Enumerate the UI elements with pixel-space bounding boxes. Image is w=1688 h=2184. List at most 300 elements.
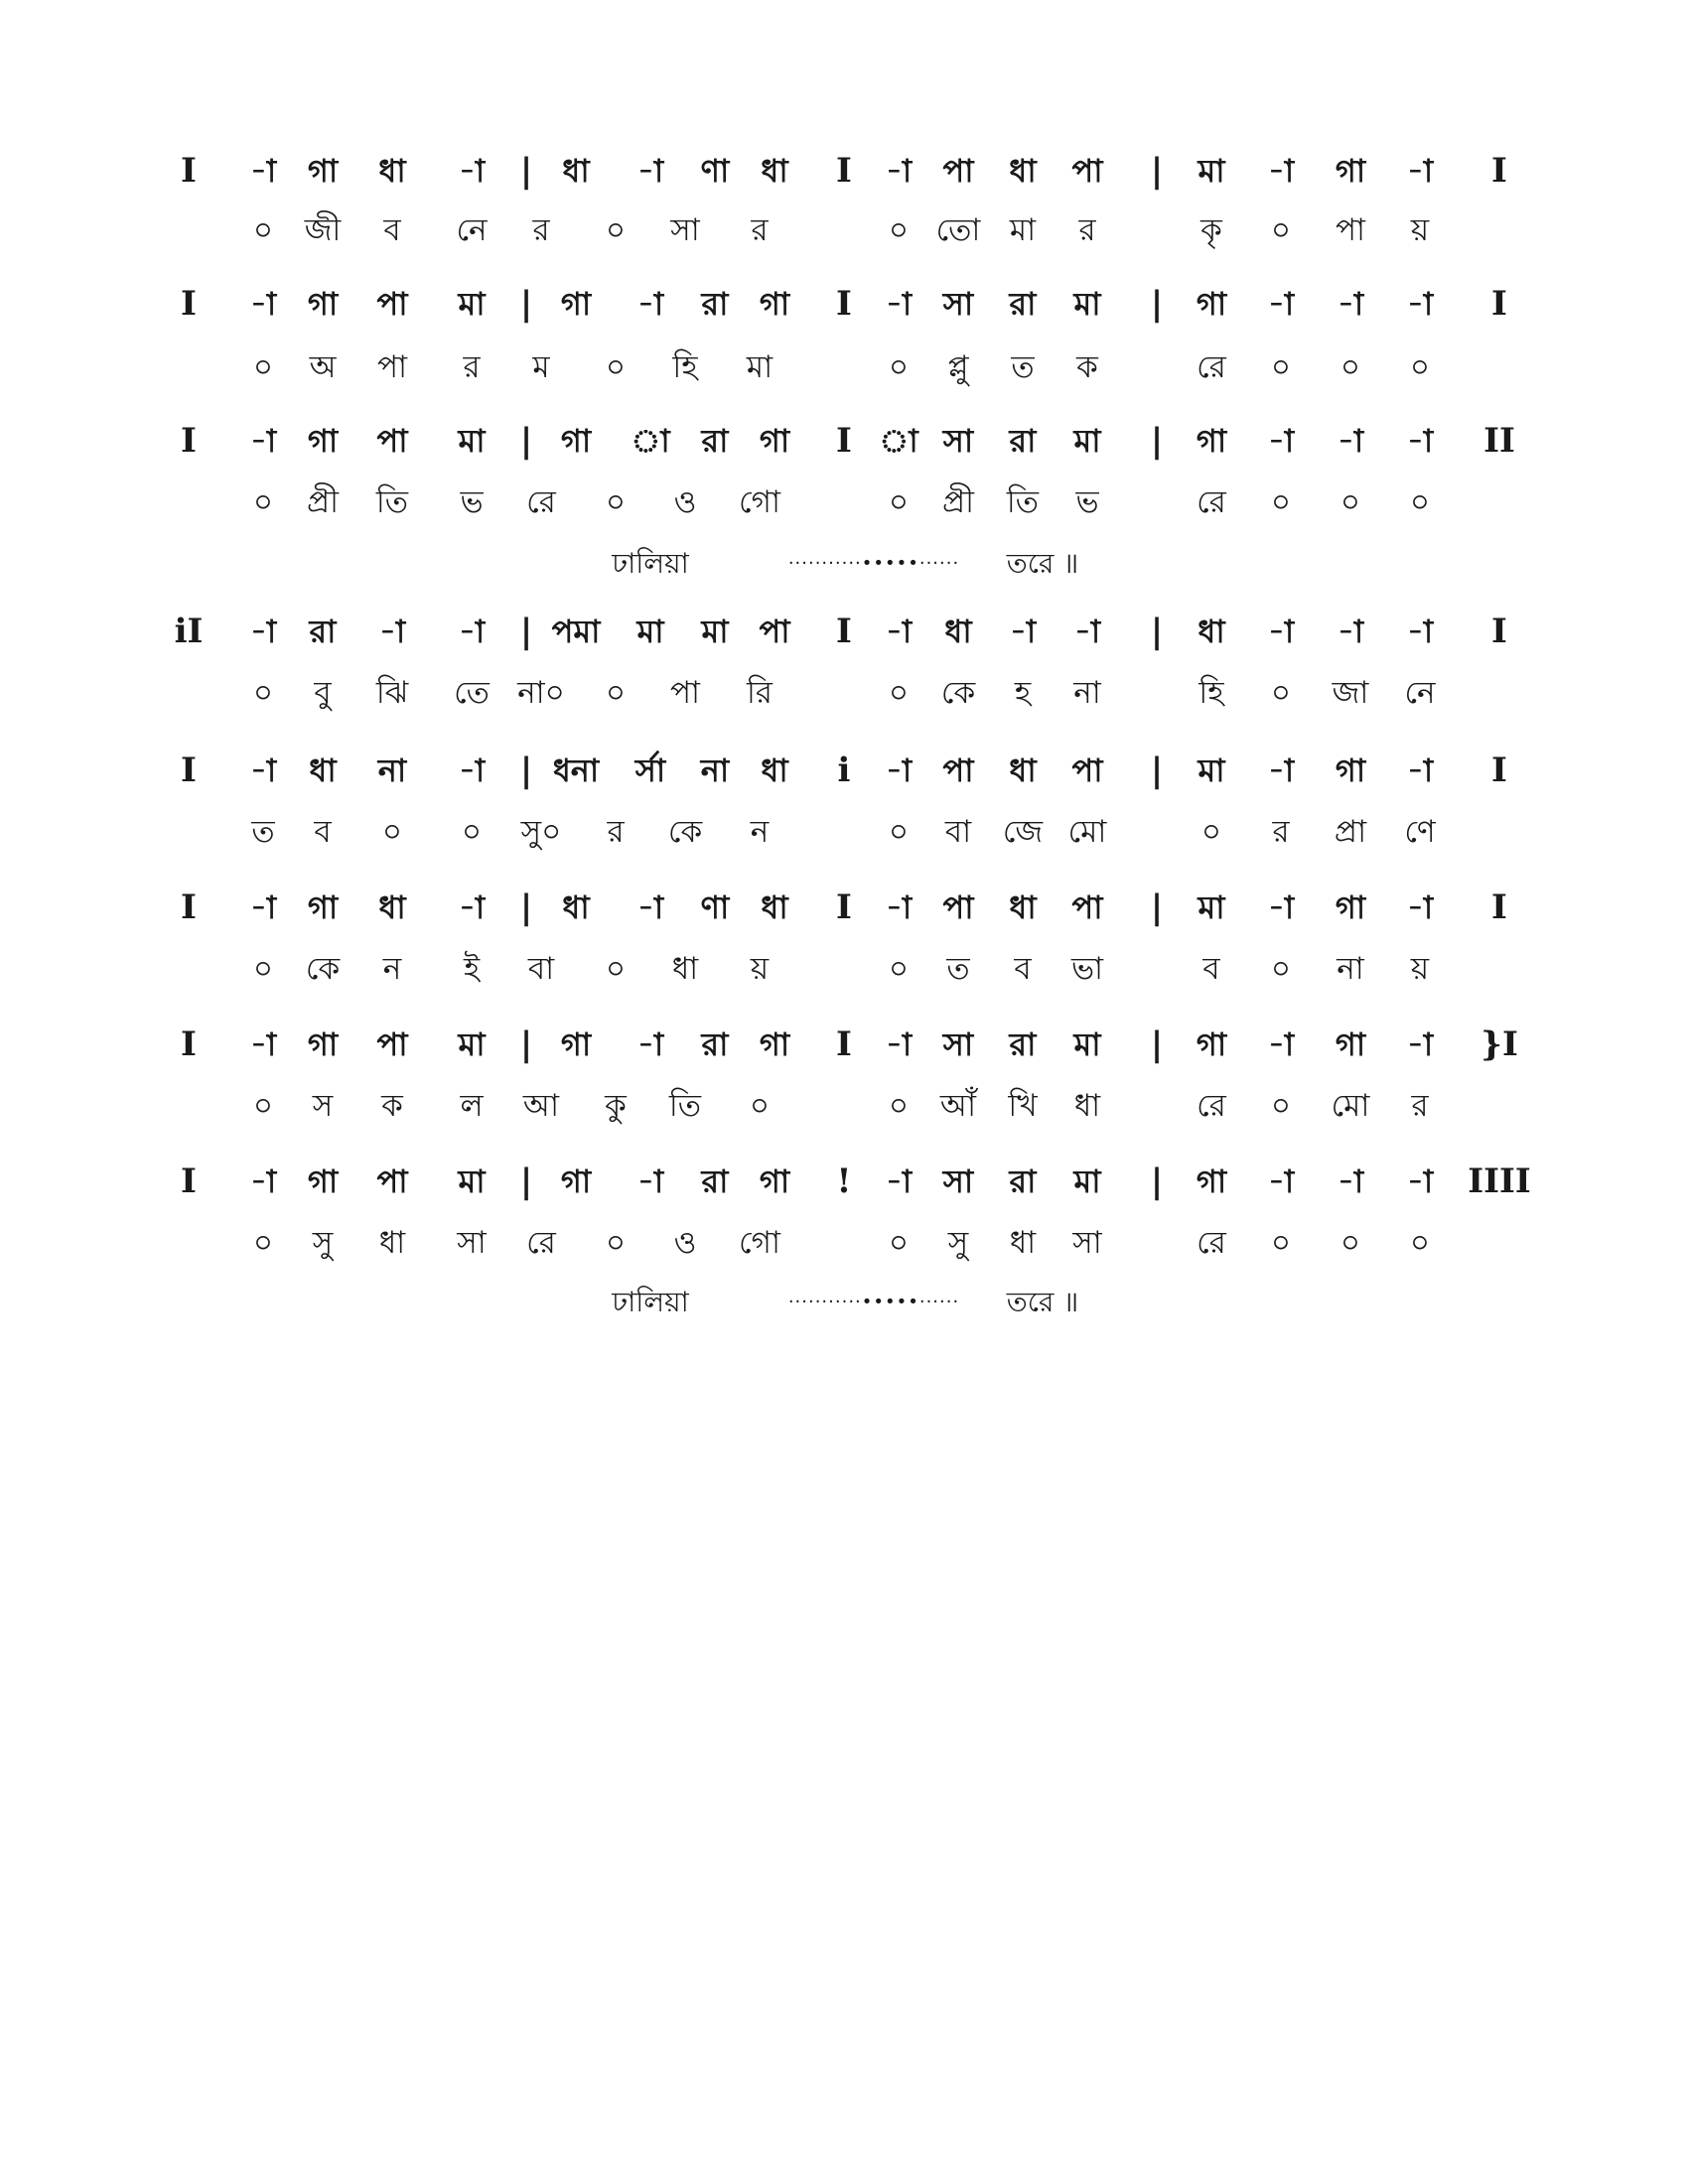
lyric-row-2 — [0, 341, 1688, 393]
refrain-dots: ···········•••••······ — [787, 553, 960, 574]
barline: ! — [836, 1161, 852, 1201]
note-symbol: -া — [1406, 1162, 1434, 1200]
note-symbol: -া — [636, 888, 664, 926]
note-symbol: পা — [376, 422, 408, 460]
note-symbol: ধা — [1009, 751, 1037, 789]
note-symbol: -া — [1267, 1025, 1295, 1063]
note-symbol: -া — [249, 422, 277, 460]
lyric-syllable: ০ — [461, 814, 483, 850]
lyric-syllable: ধা — [1009, 1225, 1037, 1261]
barline: | — [1150, 151, 1164, 191]
lyric-syllable: ০ — [1270, 1225, 1292, 1261]
lyric-syllable: ০ — [1409, 1225, 1431, 1261]
lyric-syllable: ত — [1011, 349, 1035, 385]
lyric-syllable: না — [1073, 675, 1101, 711]
refrain-end: তরে ॥ — [1006, 547, 1079, 580]
barline: | — [1150, 887, 1164, 927]
note-symbol: -া — [249, 888, 277, 926]
note-symbol: -া — [249, 1162, 277, 1200]
barline: | — [519, 284, 533, 324]
lyric-syllable: রে — [1196, 1088, 1226, 1124]
lyric-syllable: খি — [1008, 1088, 1038, 1124]
lyric-syllable: ০ — [381, 814, 403, 850]
refrain-start: ঢালিয়া — [612, 547, 689, 580]
notation-row-2 — [0, 278, 1688, 330]
note-symbol: গা — [560, 285, 592, 323]
note-symbol: গা — [1196, 1025, 1227, 1063]
lyric-syllable: জে — [1002, 814, 1044, 850]
note-symbol: গা — [560, 1025, 592, 1063]
note-symbol: রা — [701, 422, 729, 460]
lyric-syllable: র — [1272, 814, 1290, 850]
barline: I — [836, 421, 852, 461]
lyric-syllable: ০ — [888, 814, 910, 850]
note-symbol: গা — [1196, 1162, 1227, 1200]
note-symbol: পমা — [551, 613, 601, 650]
lyric-syllable: র — [532, 212, 550, 248]
barline: I — [836, 1024, 852, 1064]
lyric-syllable: রে — [526, 1225, 556, 1261]
note-symbol: গা — [307, 1162, 339, 1200]
lyric-syllable: ০ — [1339, 349, 1361, 385]
lyric-syllable: ল — [460, 1088, 484, 1124]
lyric-syllable: ক — [1076, 349, 1098, 385]
barline: | — [519, 1024, 533, 1064]
barline: IIII — [1468, 1161, 1531, 1201]
note-symbol: -া — [1009, 613, 1037, 650]
note-symbol: -া — [1267, 888, 1295, 926]
lyric-syllable: র — [1411, 1088, 1429, 1124]
note-symbol: -া — [249, 1025, 277, 1063]
lyric-syllable: নে — [1404, 675, 1436, 711]
note-symbol: গা — [759, 1025, 790, 1063]
lyric-row-8 — [0, 1217, 1688, 1269]
barline: I — [836, 612, 852, 651]
note-symbol: -া — [885, 1025, 913, 1063]
lyric-syllable: সু — [947, 1225, 969, 1261]
note-symbol: গা — [560, 1162, 592, 1200]
note-symbol: ধা — [761, 152, 788, 190]
note-symbol: মা — [1073, 1025, 1101, 1063]
barline: I — [836, 284, 852, 324]
lyric-syllable: স — [312, 1088, 334, 1124]
note-symbol: মা — [458, 285, 486, 323]
lyric-syllable: জা — [1332, 675, 1369, 711]
lyric-syllable: ০ — [1270, 1088, 1292, 1124]
lyric-row-4 — [0, 667, 1688, 719]
lyric-syllable: পা — [669, 675, 701, 711]
lyric-syllable: ০ — [1270, 484, 1292, 520]
note-symbol: ণা — [700, 152, 730, 190]
lyric-syllable: য় — [1410, 951, 1430, 987]
lyric-syllable: ০ — [605, 675, 627, 711]
notation-row-3 — [0, 415, 1688, 467]
note-symbol: সা — [942, 1162, 974, 1200]
lyric-syllable: ০ — [888, 212, 910, 248]
barline: | — [519, 421, 533, 461]
note-symbol: -া — [1267, 751, 1295, 789]
lyric-syllable: কে — [940, 675, 976, 711]
barline: | — [1150, 1161, 1164, 1201]
note-symbol: রা — [309, 613, 337, 650]
note-symbol: পা — [376, 1162, 408, 1200]
note-symbol: রা — [701, 1025, 729, 1063]
lyric-syllable: ০ — [605, 484, 627, 520]
refrain-start: ঢালিয়া — [612, 1286, 689, 1318]
lyric-syllable: ত — [946, 951, 970, 987]
note-symbol: -া — [249, 285, 277, 323]
lyric-syllable: বু — [314, 675, 332, 711]
lyric-syllable: ব — [383, 212, 401, 248]
lyric-syllable: ব — [1014, 951, 1032, 987]
lyric-syllable: প্রা — [1334, 814, 1367, 850]
lyric-syllable: ধা — [671, 951, 699, 987]
note-symbol: ধা — [1197, 613, 1225, 650]
lyric-syllable: মা — [746, 349, 774, 385]
lyric-syllable: বা — [944, 814, 972, 850]
note-symbol: ধনা — [552, 751, 600, 789]
note-symbol: া — [631, 422, 670, 460]
note-symbol: ধা — [944, 613, 972, 650]
note-symbol: গা — [1335, 1025, 1366, 1063]
lyric-syllable: গো — [739, 484, 780, 520]
note-symbol: -া — [458, 888, 486, 926]
lyric-syllable: ও — [673, 484, 697, 520]
barline: | — [519, 151, 533, 191]
note-symbol: -া — [1406, 888, 1434, 926]
lyric-syllable: ০ — [1339, 1225, 1361, 1261]
lyric-syllable: ন — [750, 814, 770, 850]
lyric-syllable: ০ — [1270, 349, 1292, 385]
lyric-syllable: ব — [314, 814, 332, 850]
lyric-syllable: রি — [747, 675, 773, 711]
lyric-syllable: ০ — [605, 1225, 627, 1261]
barline: I — [1491, 887, 1507, 927]
lyric-syllable: না — [1336, 951, 1364, 987]
note-symbol: -া — [458, 613, 486, 650]
lyric-syllable: ০ — [252, 484, 274, 520]
note-symbol: রা — [1009, 1162, 1037, 1200]
note-symbol: গা — [307, 152, 339, 190]
note-symbol: পা — [1071, 152, 1103, 190]
barline: I — [181, 421, 197, 461]
note-symbol: পা — [942, 751, 974, 789]
lyric-syllable: তি — [668, 1088, 702, 1124]
barline: I — [836, 887, 852, 927]
note-symbol: পা — [759, 613, 790, 650]
lyric-syllable: ০ — [1409, 484, 1431, 520]
lyric-syllable: ০ — [888, 349, 910, 385]
lyric-syllable: ০ — [605, 951, 627, 987]
note-symbol: গা — [759, 285, 790, 323]
note-symbol: সা — [942, 1025, 974, 1063]
lyric-row-1 — [0, 205, 1688, 256]
barline: I — [181, 751, 197, 790]
note-symbol: গা — [307, 888, 339, 926]
note-symbol: -া — [1267, 152, 1295, 190]
lyric-syllable: ০ — [888, 1088, 910, 1124]
note-symbol: -া — [1406, 422, 1434, 460]
lyric-syllable: ০ — [1270, 675, 1292, 711]
note-symbol: -া — [885, 888, 913, 926]
lyric-syllable: কু — [605, 1088, 627, 1124]
lyric-syllable: ০ — [252, 212, 274, 248]
lyric-row-3 — [0, 477, 1688, 528]
note-symbol: মা — [701, 613, 729, 650]
lyric-syllable: ০ — [605, 349, 627, 385]
note-symbol: -া — [885, 613, 913, 650]
note-symbol: রা — [1009, 422, 1037, 460]
note-symbol: গা — [1335, 751, 1366, 789]
note-symbol: ধা — [378, 152, 406, 190]
lyric-syllable: হি — [1198, 675, 1224, 711]
lyric-syllable: ঝি — [375, 675, 409, 711]
barline: I — [1491, 751, 1507, 790]
note-symbol: গা — [1335, 152, 1366, 190]
note-symbol: ণা — [700, 888, 730, 926]
lyric-syllable: পা — [1335, 212, 1366, 248]
barline: I — [181, 1024, 197, 1064]
note-symbol: গা — [1196, 422, 1227, 460]
lyric-syllable: সা — [1072, 1225, 1102, 1261]
lyric-syllable: মা — [1009, 212, 1037, 248]
note-symbol: ধা — [761, 751, 788, 789]
note-symbol: ধা — [562, 152, 590, 190]
note-symbol: ধা — [1009, 152, 1037, 190]
lyric-syllable: ধা — [378, 1225, 406, 1261]
note-symbol: মা — [1073, 422, 1101, 460]
barline: I — [836, 151, 852, 191]
note-symbol: গা — [307, 422, 339, 460]
lyric-syllable: ই — [463, 951, 481, 987]
lyric-syllable: ০ — [1409, 349, 1431, 385]
note-symbol: ধা — [761, 888, 788, 926]
note-symbol: -া — [636, 1025, 664, 1063]
note-symbol: মা — [636, 613, 664, 650]
lyric-syllable: আঁ — [939, 1088, 977, 1124]
lyric-syllable: সা — [670, 212, 700, 248]
notation-row-6 — [0, 882, 1688, 933]
lyric-syllable: গো — [739, 1225, 780, 1261]
note-symbol: ধা — [378, 888, 406, 926]
lyric-syllable: সু০ — [520, 814, 562, 850]
lyric-syllable: ০ — [252, 1225, 274, 1261]
refrain-end: তরে ॥ — [1006, 1286, 1079, 1318]
barline: | — [519, 612, 533, 651]
lyric-syllable: বা — [527, 951, 555, 987]
note-symbol: -া — [1406, 613, 1434, 650]
note-symbol: -া — [1336, 1162, 1364, 1200]
note-symbol: রা — [1009, 1025, 1037, 1063]
lyric-syllable: ন — [382, 951, 402, 987]
note-symbol: -া — [1406, 285, 1434, 323]
notation-row-1 — [0, 145, 1688, 197]
lyric-syllable: ০ — [1200, 814, 1222, 850]
lyric-row-7 — [0, 1080, 1688, 1132]
lyric-syllable: ০ — [252, 1088, 274, 1124]
lyric-syllable: তি — [1006, 484, 1040, 520]
note-symbol: গা — [1335, 888, 1366, 926]
barline: I — [181, 284, 197, 324]
note-symbol: -া — [1336, 422, 1364, 460]
note-symbol: র্সা — [634, 751, 666, 789]
barline: I — [181, 151, 197, 191]
lyric-syllable: রে — [1196, 1225, 1226, 1261]
refrain-cue-1 — [0, 542, 1688, 586]
barline: | — [519, 1161, 533, 1201]
note-symbol: গা — [307, 1025, 339, 1063]
lyric-syllable: র — [607, 814, 625, 850]
note-symbol: -া — [1267, 422, 1295, 460]
barline: }I — [1480, 1024, 1518, 1064]
lyric-syllable: ০ — [252, 675, 274, 711]
note-symbol: -া — [885, 285, 913, 323]
note-symbol: মা — [1197, 888, 1225, 926]
note-symbol: -া — [1267, 285, 1295, 323]
lyric-syllable: ত — [251, 814, 275, 850]
lyric-syllable: ধা — [1073, 1088, 1101, 1124]
note-symbol: পা — [1071, 751, 1103, 789]
barline: I — [1491, 612, 1507, 651]
note-symbol: পা — [376, 285, 408, 323]
lyric-syllable: প্রী — [941, 484, 975, 520]
lyric-syllable: রে — [526, 484, 556, 520]
barline: iI — [174, 612, 204, 651]
notation-row-7 — [0, 1019, 1688, 1070]
lyric-syllable: র — [1078, 212, 1096, 248]
lyric-syllable: পা — [376, 349, 408, 385]
lyric-syllable: ভ — [460, 484, 484, 520]
lyric-syllable: ব — [1202, 951, 1220, 987]
lyric-syllable: কে — [667, 814, 703, 850]
note-symbol: মা — [458, 422, 486, 460]
lyric-syllable: সা — [457, 1225, 487, 1261]
lyric-syllable: রে — [1196, 349, 1226, 385]
lyric-syllable: ০ — [888, 1225, 910, 1261]
lyric-syllable: প্রী — [306, 484, 340, 520]
lyric-syllable: অ — [309, 349, 337, 385]
notation-row-8 — [0, 1156, 1688, 1207]
lyric-syllable: ০ — [605, 212, 627, 248]
lyric-syllable: ০ — [1339, 484, 1361, 520]
note-symbol: রা — [701, 1162, 729, 1200]
lyric-syllable: না০ — [517, 675, 565, 711]
barline: I — [181, 887, 197, 927]
note-symbol: পা — [1071, 888, 1103, 926]
note-symbol: মা — [1197, 751, 1225, 789]
lyric-syllable: রে — [1196, 484, 1226, 520]
note-symbol: -া — [636, 285, 664, 323]
lyric-syllable: তে — [454, 675, 490, 711]
note-symbol: গা — [1196, 285, 1227, 323]
note-symbol: -া — [458, 152, 486, 190]
note-symbol: -া — [885, 751, 913, 789]
lyric-syllable: মো — [1331, 1088, 1370, 1124]
note-symbol: মা — [458, 1162, 486, 1200]
barline: I — [181, 1161, 197, 1201]
note-symbol: -া — [249, 751, 277, 789]
note-symbol: না — [700, 751, 730, 789]
note-symbol: -া — [885, 152, 913, 190]
lyric-syllable: ণে — [1404, 814, 1436, 850]
barline: I — [1491, 284, 1507, 324]
lyric-syllable: কে — [305, 951, 341, 987]
lyric-syllable: ০ — [888, 484, 910, 520]
lyric-syllable: ০ — [252, 951, 274, 987]
notation-row-4 — [0, 606, 1688, 657]
note-symbol: -া — [378, 613, 406, 650]
lyric-syllable: ও — [673, 1225, 697, 1261]
lyric-syllable: জী — [304, 212, 342, 248]
note-symbol: া — [879, 422, 918, 460]
note-symbol: -া — [1406, 751, 1434, 789]
lyric-syllable: আ — [522, 1088, 560, 1124]
note-symbol: গা — [560, 422, 592, 460]
lyric-syllable: ০ — [888, 951, 910, 987]
note-symbol: গা — [759, 1162, 790, 1200]
lyric-syllable: য় — [750, 951, 770, 987]
barline: i — [837, 751, 851, 790]
note-symbol: সা — [942, 422, 974, 460]
note-symbol: মা — [1073, 285, 1101, 323]
barline: II — [1483, 421, 1515, 461]
note-symbol: মা — [1197, 152, 1225, 190]
note-symbol: গা — [307, 285, 339, 323]
note-symbol: -া — [636, 1162, 664, 1200]
note-symbol: -া — [1406, 152, 1434, 190]
note-symbol: ধা — [562, 888, 590, 926]
lyric-syllable: হি — [672, 349, 698, 385]
lyric-syllable: ভ — [1075, 484, 1099, 520]
barline: | — [519, 751, 533, 790]
barline: | — [519, 887, 533, 927]
lyric-syllable: র — [463, 349, 481, 385]
notation-row-5 — [0, 745, 1688, 796]
note-symbol: ধা — [309, 751, 337, 789]
lyric-syllable: ০ — [1270, 951, 1292, 987]
note-symbol: -া — [249, 613, 277, 650]
note-symbol: -া — [885, 1162, 913, 1200]
note-symbol: -া — [636, 152, 664, 190]
lyric-syllable: র — [751, 212, 769, 248]
note-symbol: মা — [458, 1025, 486, 1063]
note-symbol: পা — [942, 152, 974, 190]
note-symbol: না — [377, 751, 407, 789]
lyric-syllable: ০ — [749, 1088, 771, 1124]
refrain-dots: ···········•••••······ — [787, 1292, 960, 1312]
lyric-syllable: ০ — [252, 349, 274, 385]
lyric-syllable: ম — [532, 349, 550, 385]
note-symbol: রা — [701, 285, 729, 323]
note-symbol: সা — [942, 285, 974, 323]
note-symbol: রা — [1009, 285, 1037, 323]
lyric-syllable: কৃ — [1200, 212, 1222, 248]
barline: | — [1150, 612, 1164, 651]
note-symbol: পা — [376, 1025, 408, 1063]
note-symbol: ধা — [1009, 888, 1037, 926]
note-symbol: পা — [942, 888, 974, 926]
barline: | — [1150, 284, 1164, 324]
note-symbol: গা — [759, 422, 790, 460]
note-symbol: -া — [1267, 1162, 1295, 1200]
lyric-syllable: তি — [375, 484, 409, 520]
lyric-syllable: ০ — [888, 675, 910, 711]
note-symbol: -া — [249, 152, 277, 190]
lyric-syllable: তো — [935, 212, 981, 248]
note-symbol: -া — [1073, 613, 1101, 650]
refrain-cue-2 — [0, 1281, 1688, 1324]
lyric-row-6 — [0, 943, 1688, 995]
